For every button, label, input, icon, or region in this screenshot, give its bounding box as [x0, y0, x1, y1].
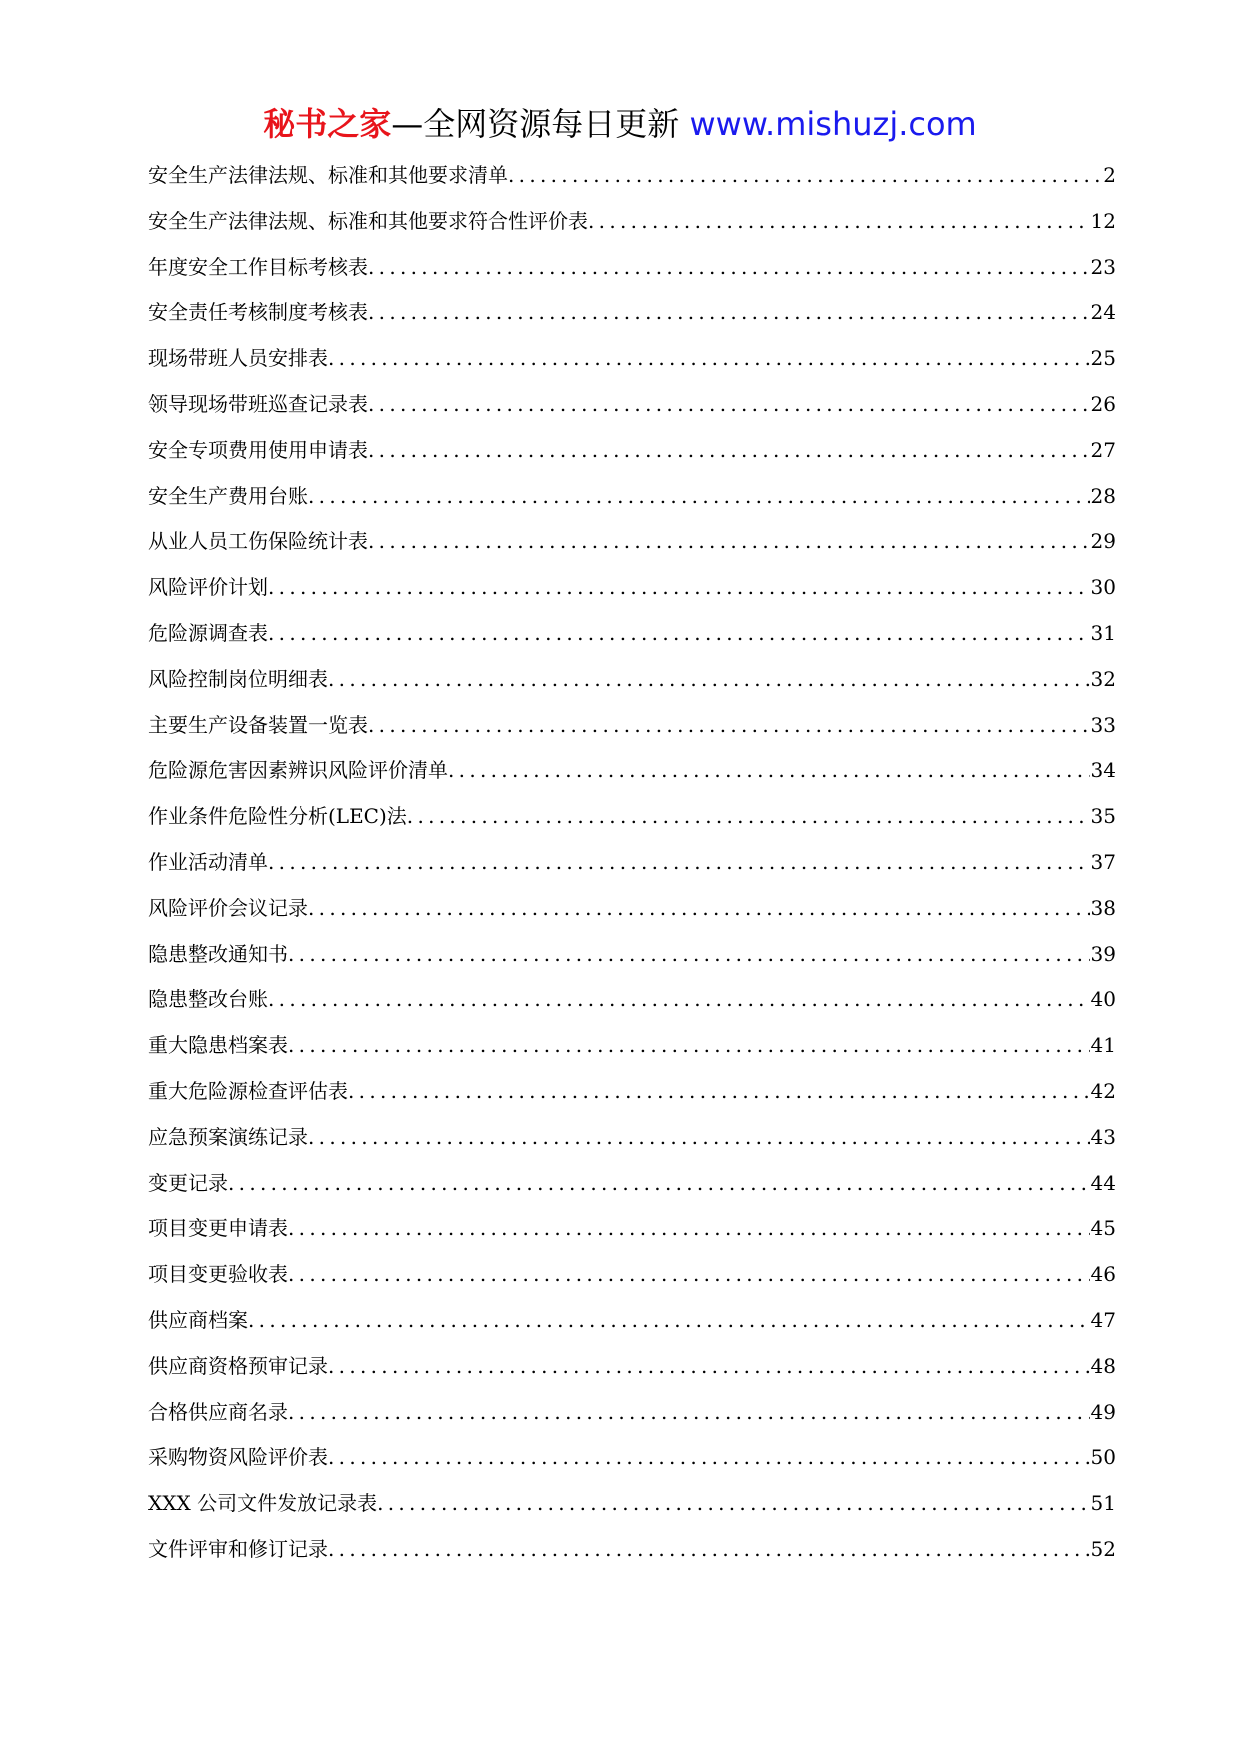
toc-entry-title: 重大危险源检查评估表 [148, 1078, 348, 1103]
toc-entry[interactable] [148, 1527, 1116, 1573]
toc-dot-leader [368, 428, 1090, 474]
brand-name: 秘书之家 [263, 105, 392, 143]
toc-dot-leader [368, 519, 1090, 565]
toc-entry[interactable] [148, 336, 1116, 382]
toc-entry-page-number: 31 [1090, 620, 1116, 645]
toc-entry[interactable] [148, 519, 1116, 565]
toc-entry-page-number: 25 [1090, 346, 1116, 371]
toc-entry[interactable] [148, 1344, 1116, 1390]
toc-entry-title: 隐患整改台账 [148, 987, 268, 1012]
toc-entry-title: 安全生产法律法规、标准和其他要求清单 [148, 163, 508, 187]
toc-entry[interactable] [148, 382, 1116, 428]
toc-entry-page-number: 34 [1090, 758, 1116, 783]
toc-entry[interactable] [148, 886, 1116, 932]
toc-entry-page-number: 41 [1090, 1033, 1116, 1058]
toc-entry-title: 风险控制岗位明细表 [148, 666, 328, 691]
toc-dot-leader [288, 1206, 1090, 1252]
toc-entry[interactable] [148, 428, 1116, 474]
toc-entry-title: 危险源调查表 [148, 620, 268, 645]
toc-entry[interactable] [148, 290, 1116, 336]
toc-entry[interactable] [148, 1161, 1116, 1207]
toc-entry-title: 安全专项费用使用申请表 [148, 437, 368, 462]
toc-entry-page-number: 12 [1090, 208, 1116, 233]
toc-entry-title: 作业活动清单 [148, 849, 268, 874]
toc-dot-leader [228, 1161, 1090, 1207]
toc-entry-page-number: 52 [1090, 1536, 1116, 1561]
toc-entry-page-number: 32 [1090, 666, 1116, 691]
toc-entry-page-number: 24 [1090, 300, 1116, 325]
toc-dot-leader [377, 1481, 1089, 1527]
toc-entry-page-number: 48 [1090, 1353, 1116, 1378]
toc-dot-leader [328, 1435, 1090, 1481]
toc-dot-leader [308, 886, 1090, 932]
toc-entry[interactable] [148, 1115, 1116, 1161]
toc-dot-leader [328, 657, 1090, 703]
table-of-contents [148, 153, 1116, 1573]
toc-entry-page-number: 23 [1090, 254, 1116, 279]
toc-entry-title: 隐患整改通知书 [148, 941, 288, 966]
toc-dot-leader [288, 932, 1090, 978]
toc-entry-page-number: 40 [1090, 987, 1116, 1012]
toc-entry-title: 项目变更申请表 [148, 1216, 288, 1241]
toc-entry-title: 作业条件危险性分析(LEC)法 [148, 804, 407, 829]
toc-dot-leader [407, 794, 1090, 840]
toc-dot-leader [308, 474, 1090, 520]
toc-entry-page-number: 38 [1090, 895, 1116, 920]
toc-entry-title: 主要生产设备装置一览表 [148, 712, 368, 737]
toc-entry-page-number: 46 [1090, 1262, 1116, 1287]
toc-dot-leader [508, 153, 1102, 199]
header-slogan: —全网资源每日更新 [391, 105, 680, 143]
toc-entry[interactable] [148, 1390, 1116, 1436]
toc-entry-page-number: 49 [1090, 1399, 1116, 1424]
toc-entry-title: 从业人员工伤保险统计表 [148, 529, 368, 554]
toc-dot-leader [348, 1069, 1090, 1115]
toc-entry-page-number: 33 [1090, 712, 1116, 737]
toc-entry-title: 供应商档案 [148, 1307, 248, 1332]
toc-entry[interactable] [148, 199, 1116, 245]
toc-dot-leader [588, 199, 1090, 245]
toc-dot-leader [328, 336, 1090, 382]
toc-entry[interactable] [148, 932, 1116, 978]
toc-dot-leader [368, 290, 1090, 336]
toc-entry[interactable] [148, 1252, 1116, 1298]
toc-entry-page-number: 27 [1090, 437, 1116, 462]
toc-dot-leader [288, 1252, 1090, 1298]
toc-entry-page-number: 37 [1090, 849, 1116, 874]
toc-entry[interactable] [148, 1481, 1116, 1527]
toc-entry[interactable] [148, 794, 1116, 840]
toc-entry-title: 安全生产法律法规、标准和其他要求符合性评价表 [148, 208, 588, 233]
toc-entry-title: 采购物资风险评价表 [148, 1445, 328, 1470]
toc-entry-page-number: 29 [1090, 529, 1116, 554]
toc-entry[interactable] [148, 245, 1116, 291]
toc-dot-leader [368, 703, 1090, 749]
toc-dot-leader [288, 1390, 1090, 1436]
toc-entry-page-number: 39 [1090, 941, 1116, 966]
toc-entry-title: 年度安全工作目标考核表 [148, 254, 368, 279]
toc-entry[interactable] [148, 1206, 1116, 1252]
page-header [0, 98, 1240, 150]
toc-entry-title: 供应商资格预审记录 [148, 1353, 328, 1378]
toc-dot-leader [268, 977, 1090, 1023]
toc-entry[interactable] [148, 565, 1116, 611]
toc-entry-title: 文件评审和修订记录 [148, 1536, 328, 1561]
toc-entry-title: 危险源危害因素辨识风险评价清单 [148, 758, 448, 783]
toc-entry[interactable] [148, 748, 1116, 794]
toc-entry-page-number: 44 [1090, 1170, 1116, 1195]
toc-dot-leader [368, 245, 1090, 291]
toc-dot-leader [328, 1344, 1090, 1390]
toc-entry-page-number: 30 [1090, 575, 1116, 600]
toc-entry[interactable] [148, 657, 1116, 703]
toc-entry[interactable] [148, 840, 1116, 886]
toc-entry-page-number: 35 [1090, 804, 1116, 829]
toc-entry-page-number: 50 [1090, 1445, 1116, 1470]
toc-entry[interactable] [148, 1069, 1116, 1115]
toc-entry-title: 安全责任考核制度考核表 [148, 300, 368, 325]
toc-entry-title: 重大隐患档案表 [148, 1033, 288, 1058]
toc-dot-leader [368, 382, 1090, 428]
toc-dot-leader [288, 1023, 1090, 1069]
toc-entry-page-number: 47 [1090, 1307, 1116, 1332]
toc-entry-title: 风险评价会议记录 [148, 895, 308, 920]
toc-entry[interactable] [148, 153, 1116, 199]
toc-entry-title: 应急预案演练记录 [148, 1124, 308, 1149]
toc-entry-title: 领导现场带班巡查记录表 [148, 391, 368, 416]
toc-entry[interactable] [148, 1298, 1116, 1344]
toc-entry[interactable] [148, 611, 1116, 657]
toc-entry-page-number: 43 [1090, 1124, 1116, 1149]
toc-dot-leader [268, 611, 1090, 657]
toc-dot-leader [308, 1115, 1090, 1161]
toc-entry[interactable] [148, 1023, 1116, 1069]
toc-entry-page-number: 2 [1103, 163, 1116, 187]
toc-entry-page-number: 28 [1090, 483, 1116, 508]
toc-entry-title: 现场带班人员安排表 [148, 346, 328, 371]
toc-entry-title: 安全生产费用台账 [148, 483, 308, 508]
toc-entry-title: 变更记录 [148, 1170, 228, 1195]
toc-entry[interactable] [148, 474, 1116, 520]
toc-dot-leader [248, 1298, 1090, 1344]
toc-dot-leader [268, 565, 1090, 611]
toc-dot-leader [328, 1527, 1090, 1573]
toc-entry-page-number: 42 [1090, 1078, 1116, 1103]
toc-entry-title: XXX 公司文件发放记录表 [148, 1491, 378, 1516]
toc-dot-leader [268, 840, 1090, 886]
toc-entry-title: 项目变更验收表 [148, 1262, 288, 1287]
toc-entry-page-number: 45 [1090, 1216, 1116, 1241]
website-link[interactable]: www.mishuzj.com [689, 105, 977, 143]
toc-entry-title: 合格供应商名录 [148, 1399, 288, 1424]
toc-entry[interactable] [148, 703, 1116, 749]
toc-entry-title: 风险评价计划 [148, 575, 268, 600]
toc-entry[interactable] [148, 1435, 1116, 1481]
toc-entry-page-number: 51 [1090, 1491, 1116, 1516]
toc-entry[interactable] [148, 977, 1116, 1023]
toc-dot-leader [448, 748, 1090, 794]
toc-entry-page-number: 26 [1090, 391, 1116, 416]
